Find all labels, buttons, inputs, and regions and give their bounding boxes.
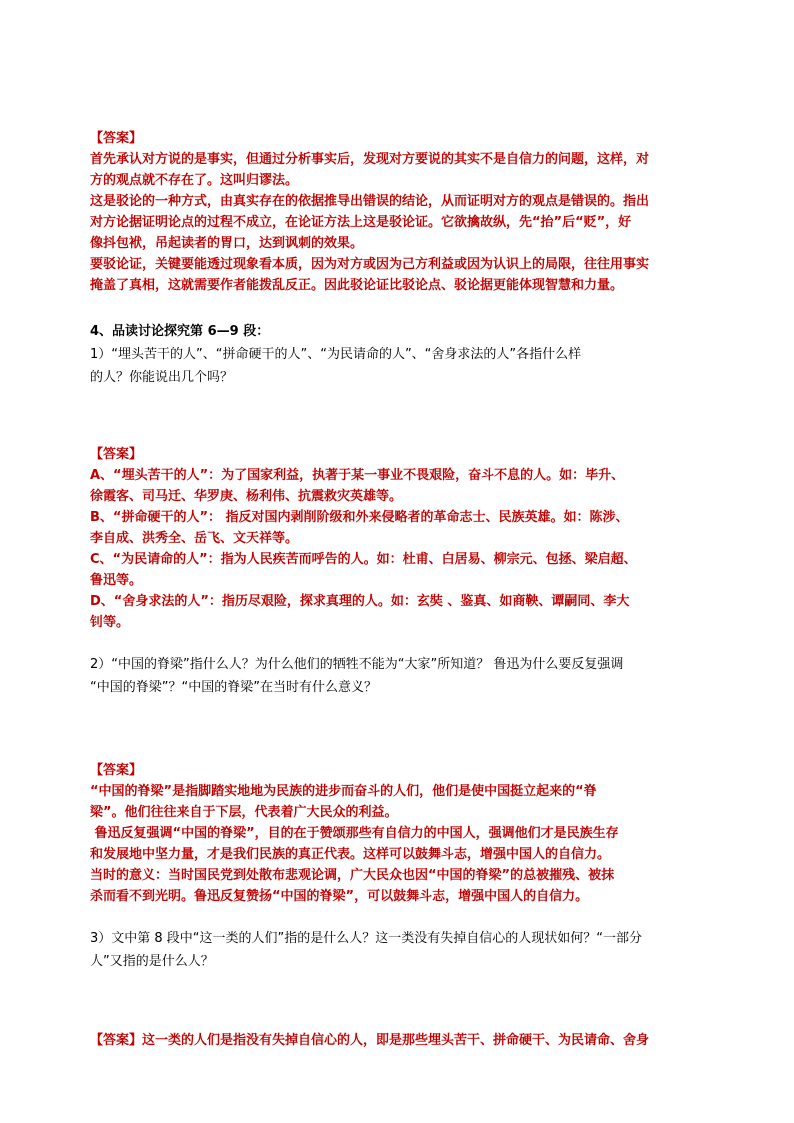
answer-text-line: 鲁迅反复强调“中国的脊梁”，目的在于赞颂那些有自信力的中国人，强调他们才是民族生存 xyxy=(90,826,619,841)
answer-text-line: 李自成、洪秀全、岳飞、文天祥等。 xyxy=(90,531,299,546)
answer-text-line: 像抖包袱，吊起读者的胃口，达到讽刺的效果。 xyxy=(90,236,364,251)
answer-text-line: 和发展地中坚力量，才是我们民族的真正代表。这样可以鼓舞斗志，增强中国人的自信力。 xyxy=(90,847,611,862)
question-line: 人”又指的是什么人？ xyxy=(90,954,214,969)
answer-block-2 xyxy=(90,444,710,633)
answer-block-4 xyxy=(90,1030,710,1051)
answer-text-line: 当时的意义：当时国民党到处散布悲观论调，广大民众也因“中国的脊梁”的总被摧残、被抹 xyxy=(90,868,615,883)
answer-block-1 xyxy=(90,128,710,296)
section-heading: 4、品读讨论探究第 6—9 段： xyxy=(90,324,270,339)
answer-label: 【答案】 xyxy=(90,763,143,778)
answer-text-line: 钊等。 xyxy=(90,615,130,630)
answer-text-line xyxy=(90,1030,710,1051)
answer-text-line: 徐霞客、司马迁、华罗庚、杨利伟、抗震救灾英雄等。 xyxy=(90,489,403,504)
answer-text-line: B、“拼命硬干的人”： 指反对国内剥削阶级和外来侵略者的革命志士、民族英雄。如：陈涉、 xyxy=(90,510,629,525)
answer-text-line: 要驳论证，关键要能透过现象看本质，因为对方或因为己方利益或因为认识上的局限，往往用事实 xyxy=(90,257,650,272)
answer-label: 【答案】 xyxy=(90,1033,143,1048)
answer-text-line: A、“埋头苦干的人”：为了国家利益，执著于某一事业不畏艰险，奋斗不息的人。如：毕升、 xyxy=(90,468,625,483)
answer-text-line: 首先承认对方说的是事实，但通过分析事实后，发现对方要说的其实不是自信力的问题，这样，对 xyxy=(90,152,650,167)
question-line: 3）文中第 8 段中“这一类的人们”指的是什么人？这一类没有失掉自信心的人现状如何？“一部分 xyxy=(90,931,643,946)
answer-text-line: 梁”。他们往往来自于下层，代表着广大民众的利益。 xyxy=(90,805,398,820)
question-line: 2）“中国的脊梁”指什么人？为什么他们的牺牲不能为“大家”所知道？ 鲁迅为什么要反复强调 xyxy=(90,657,624,672)
question-block-2 xyxy=(90,653,710,699)
question-block-3 xyxy=(90,927,710,973)
answer-text-line: C、“为民请命的人”：指为人民疾苦而呼告的人。如：杜甫、白居易、柳宗元、包拯、梁启超、 xyxy=(90,552,637,567)
answer-text-line: 掩盖了真相，这就需要作者能拨乱反正。因此驳论证比驳论点、驳论据更能体现智慧和力量。 xyxy=(90,278,624,293)
answer-text-line: 鲁迅等。 xyxy=(90,573,143,588)
question-block-1 xyxy=(90,320,710,389)
answer-text-line: “中国的脊梁”是指脚踏实地地为民族的进步而奋斗的人们，他们是使中国挺立起来的“脊 xyxy=(90,784,597,799)
answer-label: 【答案】 xyxy=(90,447,143,462)
question-line: “中国的脊梁”？“中国的脊梁”在当时有什么意义？ xyxy=(90,680,377,695)
answer-label: 【答案】 xyxy=(90,131,143,146)
question-line: 的人？你能说出几个吗？ xyxy=(90,370,234,385)
question-line: 1）“埋头苦干的人”、“拼命硬干的人”、“为民请命的人”、“舍身求法的人”各指什么样 xyxy=(90,347,582,362)
answer-block-3 xyxy=(90,760,710,907)
answer-text-line: D、“舍身求法的人”：指历尽艰险，探求真理的人。如：玄奘 、鉴真、如商鞅、谭嗣同、李大 xyxy=(90,594,630,609)
answer-text: 这一类的人们是指没有失掉自信心的人，即是那些埋头苦干、拼命硬干、为民请命、舍身 xyxy=(142,1033,650,1048)
answer-text-line: 这是驳论的一种方式，由真实存在的依据推导出错误的结论，从而证明对方的观点是错误的。指出 xyxy=(90,194,650,209)
answer-text-line: 方的观点就不存在了。这叫归谬法。 xyxy=(90,173,299,188)
answer-text-line: 对方论据证明论点的过程不成立，在论证方法上这是驳论证。它欲擒故纵，先“抬”后“贬”，好 xyxy=(90,215,632,230)
answer-text-line: 杀而看不到光明。鲁迅反复赞扬“中国的脊梁”，可以鼓舞斗志，增强中国人的自信力。 xyxy=(90,889,589,904)
